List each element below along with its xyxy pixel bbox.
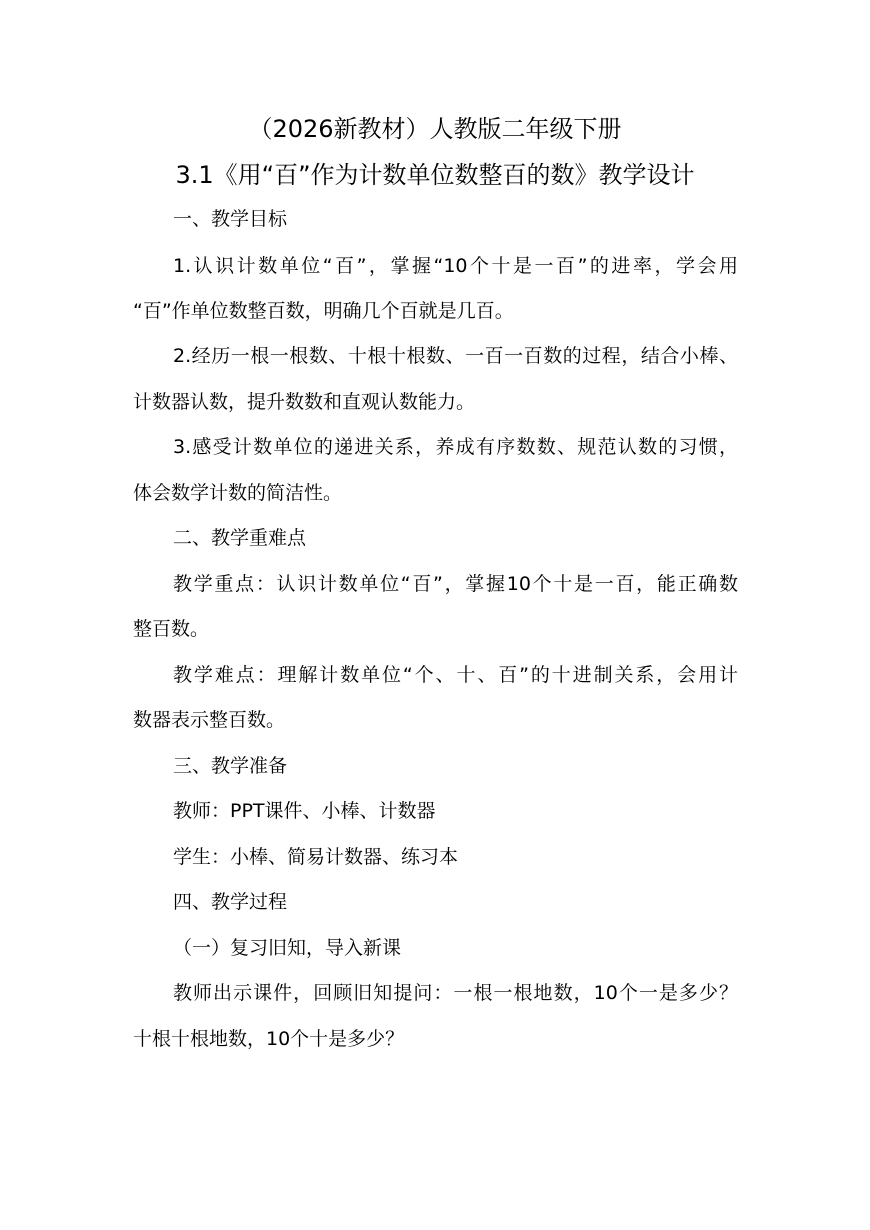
paragraph-line: 教学重点：认识计数单位“百”，掌握10个十是一百，能正确数 — [173, 573, 738, 595]
section-heading-objectives: 一、教学目标 — [173, 208, 288, 230]
paragraph-line: 教师出示课件，回顾旧知提问：一根一根地数，10个一是多少？ — [173, 982, 738, 1004]
paragraph-line: 3.感受计数单位的递进关系，养成有序数数、规范认数的习惯， — [173, 436, 738, 458]
paragraph-line: “百”作单位数整百数，明确几个百就是几百。 — [133, 300, 514, 322]
document-title: （2026新教材）人教版二年级下册 — [248, 115, 622, 143]
document-subtitle: 3.1《用“百”作为计数单位数整百的数》教学设计 — [175, 161, 695, 189]
paragraph-line: 教师：PPT课件、小棒、计数器 — [173, 800, 436, 822]
paragraph-line: 整百数。 — [133, 618, 210, 640]
paragraph-line: 学生：小棒、简易计数器、练习本 — [173, 846, 459, 868]
paragraph-line: 体会数学计数的简洁性。 — [133, 482, 343, 504]
paragraph-line: 十根十根地数，10个十是多少？ — [133, 1028, 405, 1050]
paragraph-line: 数器表示整百数。 — [133, 709, 286, 731]
section-heading-process: 四、教学过程 — [173, 891, 288, 913]
paragraph-line: 1.认识计数单位“百”，掌握“10个十是一百”的进率，学会用 — [173, 255, 738, 277]
paragraph-line: 2.经历一根一根数、十根十根数、一百一百数的过程，结合小棒、 — [173, 345, 738, 367]
paragraph-line: 教学难点：理解计数单位“个、十、百”的十进制关系，会用计 — [173, 664, 738, 686]
section-heading-preparation: 三、教学准备 — [173, 755, 288, 777]
section-heading-key-points: 二、教学重难点 — [173, 527, 307, 549]
subsection-heading: （一）复习旧知，导入新课 — [173, 937, 402, 959]
paragraph-line: 计数器认数，提升数数和直观认数能力。 — [133, 391, 476, 413]
